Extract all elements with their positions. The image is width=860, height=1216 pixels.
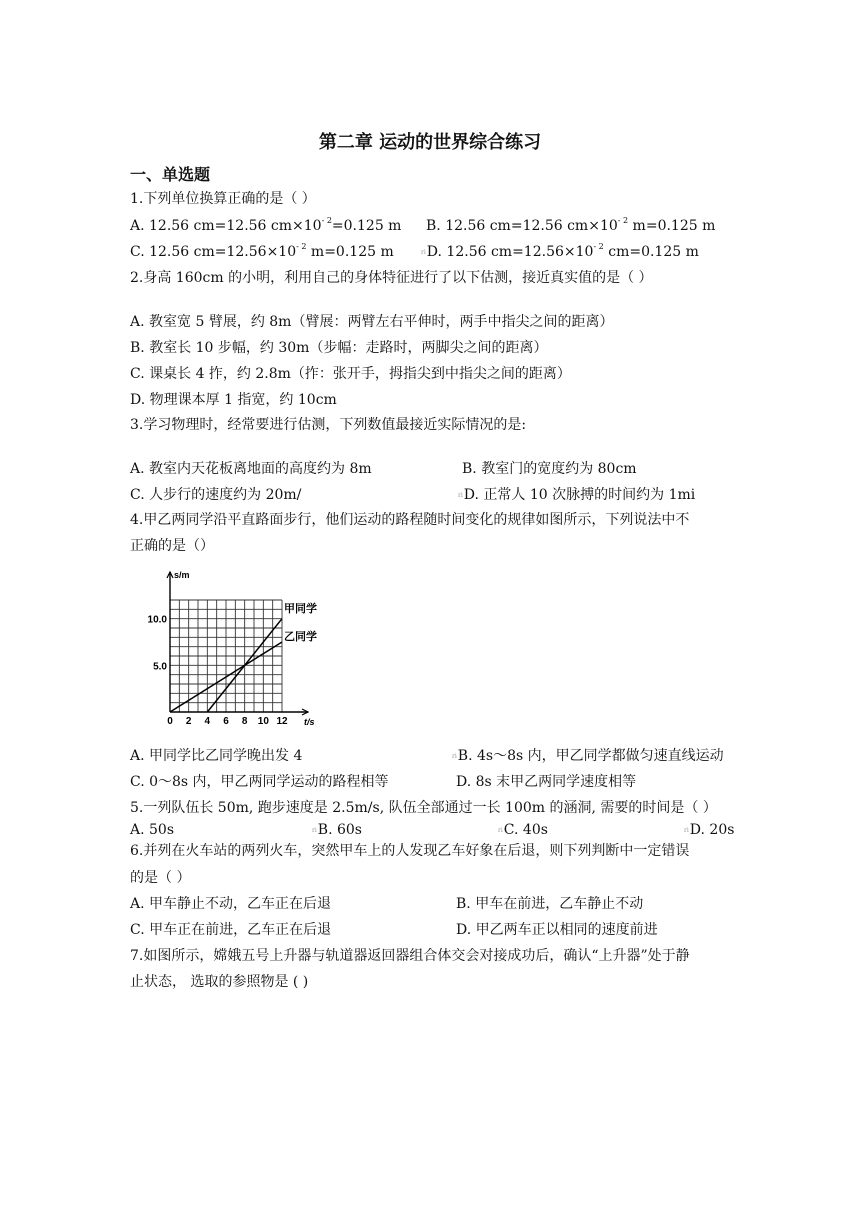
x-axis-label: t/s — [304, 717, 315, 727]
section-heading: 一、单选题 — [130, 165, 211, 184]
y-axis-label: s/m — [174, 570, 190, 580]
q5-stem: 5.一列队伍长 50m, 跑步速度是 2.5m/s, 队伍全部通过一长 100m 的涵洞, 需要的时间是（ ） — [130, 800, 717, 816]
q4-stem-line1: 4.甲乙两同学沿平直路面步行，他们运动的路程随时间变化的规律如图所示，下列说法中不 — [130, 512, 690, 528]
q3-stem: 3.学习物理时，经常要进行估测，下列数值最接近实际情况的是: — [130, 417, 527, 433]
q6-option-a: A. 甲车静止不动，乙车正在后退 — [130, 896, 332, 912]
x-tick-label: 12 — [276, 716, 288, 727]
y-tick-label: 10.0 — [147, 614, 167, 626]
x-tick-label: 4 — [204, 716, 211, 727]
q2-option-c: C. 课桌长 4 拃，约 2.8m（拃：张开手，拇指尖到中指尖之间的距离） — [130, 366, 571, 382]
q7-stem-line2: 止状态， 选取的参照物是 ( ) — [130, 974, 309, 990]
q4-stem-line2: 正确的是（） — [130, 538, 214, 554]
q2-option-d: D. 物理课本厚 1 指宽，约 10cm — [130, 392, 337, 408]
q6-stem-line2: 的是（ ） — [130, 870, 191, 886]
document-title: 第二章 运动的世界综合练习 — [318, 132, 542, 153]
x-tick-label: 2 — [185, 716, 192, 727]
q4-option-b: riB. 4s～8s 内，甲乙同学都做匀速直线运动 — [452, 748, 724, 764]
q5-option-b: riB. 60s — [312, 822, 362, 838]
y-tick-label: 5.0 — [153, 661, 167, 673]
series-label: 甲同学 — [284, 603, 317, 615]
s-t-graph — [140, 566, 320, 728]
q2-option-b: B. 教室长 10 步幅，约 30m（步幅：走路时，两脚尖之间的距离） — [130, 340, 548, 356]
q5-option-a: A. 50s — [130, 822, 175, 838]
x-tick-label: 6 — [223, 716, 229, 727]
q2-option-a: A. 教室宽 5 臂展，约 8m（臂展：两臂左右平伸时，两手中指尖之间的距离） — [130, 314, 614, 330]
q3-option-b: B. 教室门的宽度约为 80cm — [462, 461, 637, 477]
q7-stem-line1: 7.如图所示，嫦娥五号上升器与轨道器返回器组合体交会对接成功后，确认“上升器”处于静 — [130, 948, 690, 964]
q3-option-a: A. 教室内天花板离地面的高度约为 8m — [130, 461, 372, 477]
x-tick-label: 8 — [241, 716, 248, 727]
x-tick-label: 0 — [167, 716, 173, 727]
x-tick-label: 10 — [257, 716, 269, 727]
q6-option-b: B. 甲车在前进，乙车静止不动 — [456, 896, 644, 912]
q3-option-c: C. 人步行的速度约为 20m/ — [130, 487, 302, 503]
q4-option-d: D. 8s 末甲乙两同学速度相等 — [456, 774, 637, 790]
q1-stem: 1.下列单位换算正确的是（ ） — [130, 191, 316, 207]
q3-option-d: riD. 正常人 10 次脉搏的时间约为 1mi — [458, 487, 696, 503]
q6-option-c: C. 甲车正在前进，乙车正在后退 — [130, 922, 332, 938]
q1-option-d: riD. 12.56 $cm=12.56\times 10^{- 2}$ cm=0.125 m — [421, 242, 699, 260]
series-label: 乙同学 — [284, 631, 317, 643]
q1-option-b: B. 12.56 cm=12.56 $cm\times 10^{- 2}$ m=0.125 m — [426, 216, 716, 234]
q4-option-c: C. 0～8s 内，甲乙两同学运动的路程相等 — [130, 774, 389, 790]
q6-stem-line1: 6.并列在火车站的两列火车，突然甲车上的人发现乙车好象在后退，则下列判断中一定错误 — [130, 843, 690, 859]
q4-option-a: A. 甲同学比乙同学晚出发 4 — [130, 748, 303, 764]
q1-option-a: A. 12.56 cm=12.56 $cm\times 10^{- 2}=0.125$ m — [130, 216, 402, 234]
q5-option-c: riC. 40s — [498, 822, 548, 838]
q5-option-d: riD. 20s — [684, 822, 735, 838]
q6-option-d: D. 甲乙两车正以相同的速度前进 — [456, 922, 658, 938]
q2-stem: 2.身高 160cm 的小明，利用自己的身体特征进行了以下估测，接近真实值的是（ ） — [130, 270, 653, 286]
q1-option-c: C. 12.56 $cm=12.56\times 10^{- 2}$ m=0.125 m — [130, 242, 394, 260]
